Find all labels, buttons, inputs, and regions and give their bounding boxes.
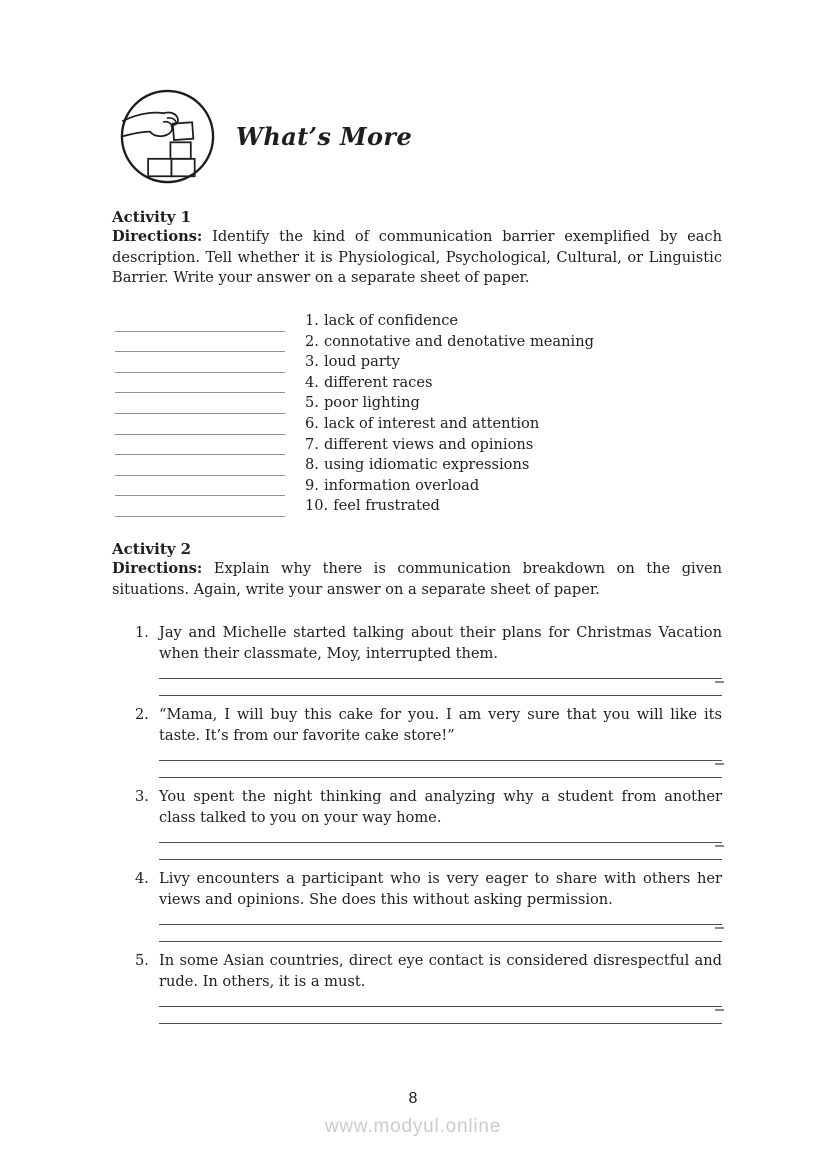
situation-item xyxy=(135,869,722,942)
activity2-heading: Activity 2 xyxy=(112,540,192,559)
watermark: www.modyul.online xyxy=(324,1116,502,1137)
list-item-text xyxy=(305,414,539,435)
item-label: using idiomatic expressions xyxy=(323,456,530,474)
activity2-list xyxy=(112,623,722,1024)
list-item-text xyxy=(305,332,594,353)
item-number: 7. xyxy=(305,435,319,453)
answer-writing-line xyxy=(159,1006,722,1007)
answer-writing-line xyxy=(159,924,722,925)
situation-text: “Mama, I will buy this cake for you. I am very sure that you will like its taste. It’s from our favorite cake store!” xyxy=(159,706,722,744)
answer-writing-line xyxy=(159,678,722,679)
answer-writing-line xyxy=(159,842,722,843)
answer-blank-line xyxy=(115,334,285,352)
list-item xyxy=(112,311,722,332)
item-number: 3. xyxy=(135,788,149,806)
item-label: feel frustrated xyxy=(333,497,440,515)
situation-text: Livy encounters a participant who is very eager to share with others her views and opinions. She does this without asking permission. xyxy=(159,870,722,908)
directions-text: Identify the kind of communication barrier exemplified by each description. Tell whether it is Physiological, Psychological, Cultural, or Linguistic Barrier. Write your answer on a separate sheet of paper. xyxy=(112,228,723,287)
list-item xyxy=(112,455,722,476)
answer-blank-line xyxy=(115,396,285,414)
hand-stacking-blocks-icon xyxy=(119,88,216,185)
answer-writing-line xyxy=(159,941,722,942)
situation-text: You spent the night thinking and analyzing why a student from another class talked to you on your way home. xyxy=(159,788,722,826)
answer-blank-line xyxy=(115,437,285,455)
page-number: 8 xyxy=(408,1090,418,1107)
list-item xyxy=(112,414,722,435)
list-item-text xyxy=(305,496,440,517)
item-number: 5. xyxy=(135,952,149,970)
answer-writing-line xyxy=(159,695,722,696)
answer-blank-line xyxy=(115,314,285,332)
item-label: lack of confidence xyxy=(323,312,459,330)
answer-blank-line xyxy=(115,458,285,476)
item-number: 2. xyxy=(305,332,319,350)
list-item-text xyxy=(305,435,533,456)
page-title: What’s More xyxy=(236,122,413,151)
activity1-list xyxy=(112,311,722,517)
list-item-text xyxy=(305,393,420,414)
item-label: lack of interest and attention xyxy=(323,415,540,433)
list-item-text xyxy=(305,476,479,497)
activity1-heading: Activity 1 xyxy=(112,208,192,226)
list-item-text xyxy=(305,352,400,373)
list-item-text xyxy=(305,373,432,394)
situation-item xyxy=(135,787,722,860)
item-label: poor lighting xyxy=(323,394,420,412)
item-number: 8. xyxy=(305,456,319,474)
list-item xyxy=(112,332,722,353)
directions-label: Directions: xyxy=(112,560,203,578)
directions-label: Directions: xyxy=(112,228,203,245)
list-item xyxy=(112,373,722,394)
list-item-text xyxy=(305,311,458,332)
answer-writing-line xyxy=(159,777,722,778)
situation-item xyxy=(135,623,722,696)
activity2-directions xyxy=(112,559,722,600)
item-number: 5. xyxy=(305,394,319,412)
item-number: 9. xyxy=(305,476,319,494)
answer-blank-line xyxy=(115,417,285,435)
list-item xyxy=(112,352,722,373)
section-header xyxy=(112,88,722,185)
item-number: 4. xyxy=(135,870,149,888)
situation-item xyxy=(135,951,722,1024)
item-number: 2. xyxy=(135,706,149,724)
answer-blank-line xyxy=(115,355,285,373)
situation-item xyxy=(135,705,722,778)
situation-text: Jay and Michelle started talking about their plans for Christmas Vacation when their classmate, Moy, interrupted them. xyxy=(159,624,722,662)
list-item-text xyxy=(305,455,529,476)
item-number: 4. xyxy=(305,373,319,391)
item-number: 10. xyxy=(305,497,329,515)
list-item xyxy=(112,476,722,497)
answer-blank-line xyxy=(115,499,285,517)
item-number: 3. xyxy=(305,353,319,371)
answer-writing-line xyxy=(159,1023,722,1024)
item-number: 6. xyxy=(305,415,319,433)
item-number: 1. xyxy=(135,624,149,642)
item-label: information overload xyxy=(323,476,480,494)
list-item xyxy=(112,435,722,456)
situation-text: In some Asian countries, direct eye contact is considered disrespectful and rude. In others, it is a must. xyxy=(159,952,722,990)
item-label: different races xyxy=(323,373,433,391)
item-number: 1. xyxy=(305,312,319,330)
directions-text: Explain why there is communication breakdown on the given situations. Again, write your answer on a separate sheet of paper. xyxy=(112,560,723,598)
list-item xyxy=(112,393,722,414)
answer-writing-line xyxy=(159,760,722,761)
answer-blank-line xyxy=(115,478,285,496)
item-label: loud party xyxy=(323,353,400,371)
list-item xyxy=(112,496,722,517)
item-label: different views and opinions xyxy=(323,435,534,453)
item-label: connotative and denotative meaning xyxy=(323,332,594,350)
answer-writing-line xyxy=(159,859,722,860)
activity1-directions xyxy=(112,227,722,289)
answer-blank-line xyxy=(115,375,285,393)
